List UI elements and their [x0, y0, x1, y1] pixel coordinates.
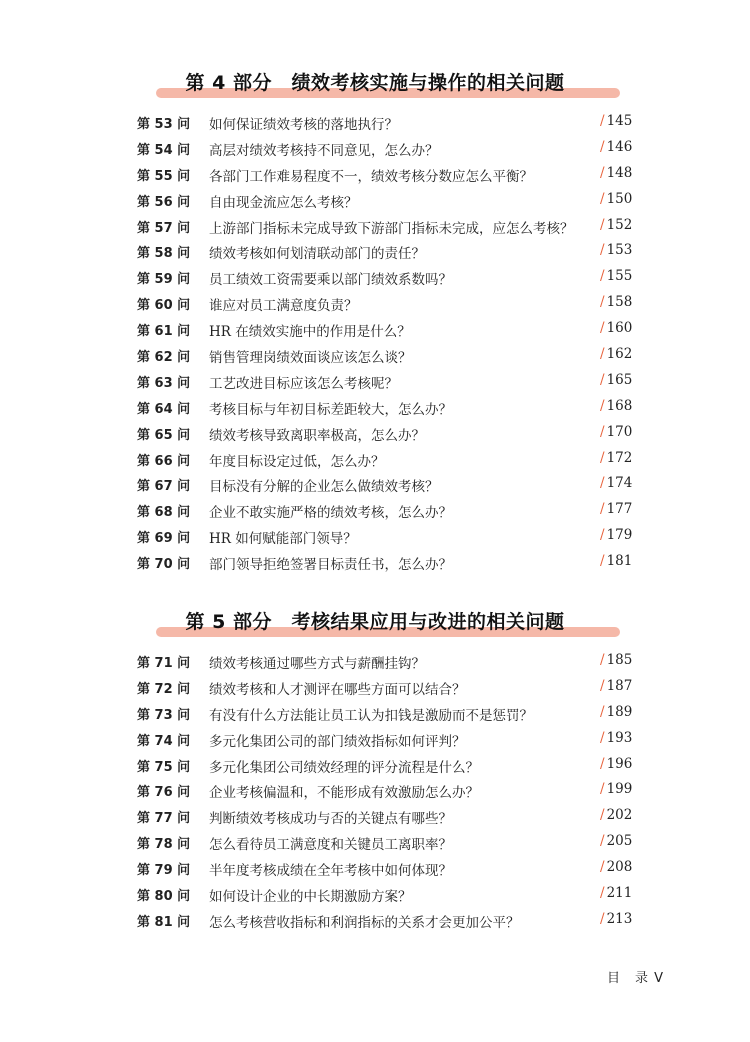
toc-entry[interactable]	[0, 214, 750, 240]
section-title: 第 5 部分 考核结果应用与改进的相关问题	[185, 611, 565, 633]
question-title: 上游部门指标未完成导致下游部门指标未完成，应怎么考核？	[209, 220, 574, 237]
question-title: 目标没有分解的企业怎么做绩效考核？	[209, 479, 439, 496]
question-title: 怎么考核营收指标和利润指标的关系才会更加公平？	[209, 914, 520, 931]
question-number: 第 67 问	[137, 479, 191, 495]
question-number: 第 53 问	[137, 117, 191, 132]
page-slash-mark: /	[600, 729, 605, 746]
page-number: 165	[606, 371, 633, 388]
toc-entry[interactable]	[0, 778, 750, 804]
page-slash-mark: /	[600, 268, 605, 285]
toc-entry[interactable]	[0, 882, 750, 908]
page-number: 152	[606, 216, 633, 233]
page-footer	[607, 967, 664, 986]
question-title: 绩效考核如何划清联动部门的责任？	[209, 246, 425, 263]
page-number: 205	[606, 833, 633, 850]
page-slash-mark: /	[600, 113, 605, 129]
page-slash-mark: /	[600, 320, 605, 337]
page-slash-mark: /	[600, 397, 605, 414]
toc-entry[interactable]	[0, 239, 750, 265]
question-number: 第 63 问	[137, 375, 191, 391]
toc-list	[0, 110, 750, 576]
page-number: 155	[606, 268, 633, 285]
question-title: 如何保证绩效考核的落地执行？	[209, 117, 398, 133]
page-ref	[600, 553, 632, 569]
page-number: 177	[606, 501, 633, 518]
question-title: 高层对绩效考核持不同意见，怎么办？	[209, 142, 439, 159]
toc-entry[interactable]	[0, 447, 750, 473]
page-slash-mark: /	[600, 703, 605, 720]
toc-entry[interactable]	[0, 421, 750, 447]
toc-entry[interactable]	[0, 856, 750, 882]
page-ref	[600, 294, 632, 310]
toc-list	[0, 649, 750, 934]
toc-entry[interactable]	[0, 369, 750, 395]
page-slash-mark: /	[600, 859, 605, 876]
question-title: 绩效考核导致离职率极高，怎么办？	[209, 427, 425, 444]
toc-entry[interactable]	[0, 162, 750, 188]
question-number: 第 55 问	[137, 168, 191, 184]
page-slash-mark: /	[600, 138, 605, 155]
question-number: 第 77 问	[137, 811, 191, 827]
page-ref	[600, 268, 632, 284]
page-ref	[600, 398, 632, 414]
page-ref	[600, 475, 632, 491]
question-number: 第 57 问	[137, 220, 191, 236]
page-slash-mark: /	[600, 677, 605, 694]
toc-entry[interactable]	[0, 524, 750, 550]
page-number: 146	[606, 138, 633, 155]
section-header	[0, 66, 750, 110]
page-slash-mark: /	[600, 164, 605, 181]
question-number: 第 81 问	[137, 914, 191, 930]
question-title: 员工绩效工资需要乘以部门绩效系数吗？	[209, 272, 452, 289]
page-slash-mark: /	[600, 190, 605, 207]
page-slash-mark: /	[600, 807, 605, 824]
page-ref	[600, 527, 632, 543]
question-number: 第 59 问	[137, 272, 191, 288]
question-title: 半年度考核成绩在全年考核中如何体现？	[209, 863, 452, 880]
question-title: 绩效考核和人才测评在哪些方面可以结合？	[209, 681, 466, 698]
page-ref	[600, 242, 632, 258]
question-number: 第 65 问	[137, 427, 191, 443]
page-ref	[600, 191, 632, 207]
page-ref	[600, 320, 632, 336]
page-ref	[600, 730, 632, 746]
page-number: 145	[606, 113, 633, 129]
page-number: 170	[606, 423, 633, 440]
page-ref	[600, 885, 632, 901]
question-title: 年度目标设定过低，怎么办？	[209, 453, 385, 470]
page-ref	[600, 807, 632, 823]
toc-entry[interactable]	[0, 753, 750, 779]
question-title: 企业考核偏温和，不能形成有效激励怎么办？	[209, 785, 479, 802]
page-slash-mark: /	[600, 781, 605, 798]
toc-entry[interactable]	[0, 136, 750, 162]
question-number: 第 61 问	[137, 324, 191, 340]
question-title: HR 在绩效实施中的作用是什么？	[209, 324, 411, 341]
page-slash-mark: /	[600, 910, 605, 927]
page-number: 213	[606, 910, 633, 927]
page-number: 181	[606, 553, 633, 570]
question-title: 工艺改进目标应该怎么考核呢？	[209, 375, 398, 392]
toc-entry[interactable]	[0, 472, 750, 498]
page-number: 202	[606, 807, 633, 824]
toc-entry[interactable]	[0, 701, 750, 727]
page-ref	[600, 165, 632, 181]
page-ref	[600, 113, 632, 129]
page-number: 179	[606, 527, 633, 544]
page-slash-mark: /	[600, 652, 605, 668]
question-number: 第 69 问	[137, 531, 191, 547]
question-number: 第 70 问	[137, 557, 191, 573]
question-title: 考核目标与年初目标差距较大，怎么办？	[209, 401, 452, 418]
question-number: 第 72 问	[137, 681, 191, 697]
question-title: 谁应对员工满意度负责？	[209, 298, 358, 315]
question-title: 多元化集团公司绩效经理的评分流程是什么？	[209, 759, 479, 776]
toc-section-5	[0, 605, 750, 934]
page-ref	[600, 911, 632, 927]
section-header	[0, 605, 750, 649]
page-ref	[600, 139, 632, 155]
toc-entry[interactable]	[0, 830, 750, 856]
page-slash-mark: /	[600, 755, 605, 772]
page-slash-mark: /	[600, 833, 605, 850]
question-number: 第 80 问	[137, 889, 191, 905]
page-number: 199	[606, 781, 633, 798]
page-slash-mark: /	[600, 527, 605, 544]
page-number: 168	[606, 397, 633, 414]
toc-entry[interactable]	[0, 188, 750, 214]
toc-entry[interactable]	[0, 649, 750, 675]
question-title: HR 如何赋能部门领导？	[209, 531, 357, 548]
page-number: 193	[606, 729, 633, 746]
page-number: 172	[606, 449, 633, 466]
question-number: 第 56 问	[137, 194, 191, 210]
page-slash-mark: /	[600, 294, 605, 311]
page-ref	[600, 652, 632, 668]
question-title: 部门领导拒绝签署目标责任书，怎么办？	[209, 557, 452, 574]
page-number: 150	[606, 190, 633, 207]
toc-entry[interactable]	[0, 395, 750, 421]
question-title: 绩效考核通过哪些方式与薪酬挂钩？	[209, 656, 425, 672]
page-number: 189	[606, 703, 633, 720]
question-number: 第 62 问	[137, 350, 191, 366]
page-slash-mark: /	[600, 423, 605, 440]
page-ref	[600, 424, 632, 440]
question-number: 第 58 问	[137, 246, 191, 262]
toc-entry[interactable]	[0, 804, 750, 830]
page-slash-mark: /	[600, 885, 605, 902]
page-ref	[600, 859, 632, 875]
page-ref	[600, 678, 632, 694]
toc-entry[interactable]	[0, 291, 750, 317]
toc-entry[interactable]	[0, 110, 750, 136]
question-title: 各部门工作难易程度不一，绩效考核分数应怎么平衡？	[209, 168, 533, 185]
toc-entry[interactable]	[0, 317, 750, 343]
page-number: 185	[606, 652, 633, 668]
section-title: 第 4 部分 绩效考核实施与操作的相关问题	[185, 72, 565, 94]
page-ref	[600, 450, 632, 466]
toc-entry[interactable]	[0, 498, 750, 524]
page-slash-mark: /	[600, 501, 605, 518]
question-number: 第 54 问	[137, 142, 191, 158]
question-title: 如何设计企业的中长期激励方案？	[209, 889, 412, 906]
page-number: 160	[606, 320, 633, 337]
page-number: 174	[606, 475, 633, 492]
page-ref	[600, 781, 632, 797]
question-title: 有没有什么方法能让员工认为扣钱是激励而不是惩罚？	[209, 707, 533, 724]
toc-entry[interactable]	[0, 343, 750, 369]
page-ref	[600, 372, 632, 388]
page-slash-mark: /	[600, 216, 605, 233]
question-title: 企业不敢实施严格的绩效考核，怎么办？	[209, 505, 452, 522]
page-number: 148	[606, 164, 633, 181]
toc-entry[interactable]	[0, 265, 750, 291]
page-number: 153	[606, 242, 633, 259]
question-number: 第 75 问	[137, 759, 191, 775]
toc-section-4	[0, 66, 750, 576]
toc-entry[interactable]	[0, 727, 750, 753]
question-number: 第 74 问	[137, 733, 191, 749]
question-title: 销售管理岗绩效面谈应该怎么谈？	[209, 350, 412, 367]
page-ref	[600, 217, 632, 233]
page-number: 211	[606, 885, 633, 902]
page-number: 208	[606, 859, 633, 876]
page-number: 162	[606, 346, 633, 363]
question-number: 第 73 问	[137, 707, 191, 723]
page-ref	[600, 501, 632, 517]
question-title: 多元化集团公司的部门绩效指标如何评判？	[209, 733, 466, 750]
question-title: 判断绩效考核成功与否的关键点有哪些？	[209, 811, 452, 828]
page-number: 196	[606, 755, 633, 772]
page-slash-mark: /	[600, 371, 605, 388]
page-slash-mark: /	[600, 449, 605, 466]
question-number: 第 78 问	[137, 837, 191, 853]
question-number: 第 66 问	[137, 453, 191, 469]
page-ref	[600, 833, 632, 849]
page-ref	[600, 756, 632, 772]
toc-entry[interactable]	[0, 550, 750, 576]
footer-label: 目 录	[607, 971, 650, 986]
page-slash-mark: /	[600, 475, 605, 492]
footer-page-number: V	[654, 971, 665, 986]
page-number: 187	[606, 677, 633, 694]
question-number: 第 79 问	[137, 863, 191, 879]
page-slash-mark: /	[600, 553, 605, 570]
question-number: 第 68 问	[137, 505, 191, 521]
question-title: 怎么看待员工满意度和关键员工离职率？	[209, 837, 452, 854]
toc-entry[interactable]	[0, 908, 750, 934]
page-ref	[600, 704, 632, 720]
page-ref	[600, 346, 632, 362]
question-number: 第 60 问	[137, 298, 191, 314]
page-number: 158	[606, 294, 633, 311]
page-slash-mark: /	[600, 242, 605, 259]
page-slash-mark: /	[600, 346, 605, 363]
question-number: 第 64 问	[137, 401, 191, 417]
toc-entry[interactable]	[0, 675, 750, 701]
question-number: 第 76 问	[137, 785, 191, 801]
question-number: 第 71 问	[137, 656, 191, 671]
question-title: 自由现金流应怎么考核？	[209, 194, 358, 211]
